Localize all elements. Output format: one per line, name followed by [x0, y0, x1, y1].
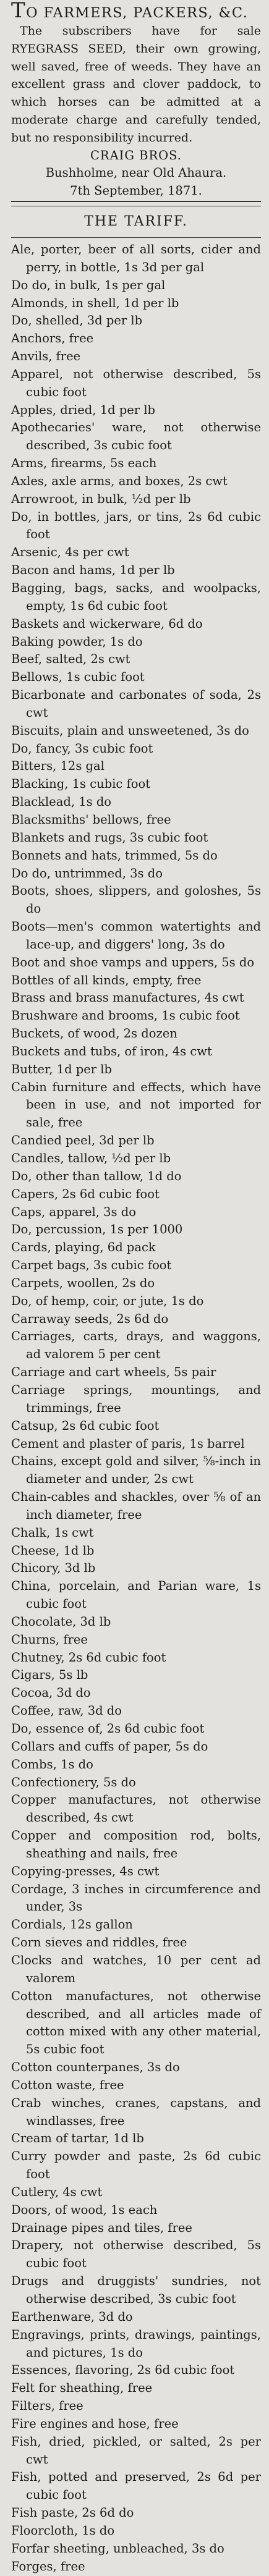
notice-heading — [11, 1, 261, 22]
tariff-item: Fire engines and hose, free — [11, 2416, 179, 2431]
tariff-item: Apothecaries' ware, not otherwise described, 3s cubic foot — [11, 420, 261, 453]
tariff-item: Almonds, in shell, 1d per lb — [11, 295, 179, 310]
tariff-item: Blacklead, 1s do — [11, 795, 112, 809]
tariff-item: Carraway seeds, 2s 6d do — [11, 1311, 169, 1326]
tariff-title: THE TARIFF. — [84, 213, 188, 229]
tariff-item: Boot and shoe vamps and uppers, 5s do — [11, 955, 255, 969]
tariff-item: Essences, flavoring, 2s 6d cubic foot — [11, 2363, 235, 2378]
tariff-item: Copper manufactures, not otherwise described, 4s cwt — [11, 1793, 261, 1825]
tariff-item: Crab winches, cranes, capstans, and windlasses, free — [11, 2095, 261, 2128]
tariff-item: Do, fancy, 3s cubic foot — [11, 741, 153, 756]
tariff-item: Filters, free — [11, 2399, 83, 2413]
tariff-item: Churns, free — [11, 1632, 88, 1647]
tariff-item: Bellows, 1s cubic foot — [11, 670, 145, 685]
tariff-item: Drapery, not otherwise described, 5s cubic foot — [11, 2238, 261, 2271]
tariff-item: Chocolate, 3d lb — [11, 1614, 111, 1629]
tariff-item: Earthenware, 3d do — [11, 2309, 133, 2324]
tariff-item: Chain-cables and shackles, over ⅝ of an inch diameter, free — [11, 1490, 261, 1522]
tariff-item: Cabin furniture and effects, which have been in use, and not imported for sale, free — [11, 1079, 261, 1130]
tariff-item: Doors, of wood, 1s each — [11, 2202, 158, 2217]
tariff-item: Fish, potted and preserved, 2s 6d per cubic foot — [11, 2470, 261, 2502]
notice-divider — [11, 201, 261, 206]
tariff-item: Cheese, 1d lb — [11, 1543, 95, 1558]
tariff-item: Caps, apparel, 3s do — [11, 1204, 136, 1219]
tariff-item: Do, other than tallow, 1d do — [11, 1168, 182, 1183]
tariff-item: Bacon and hams, 1d per lb — [11, 563, 175, 578]
tariff-item: Brushware and brooms, 1s cubic foot — [11, 1008, 240, 1023]
tariff-item: Do do, in bulk, 1s per gal — [11, 277, 166, 292]
tariff-item: Chalk, 1s cwt — [11, 1525, 94, 1540]
tariff-item: Cards, playing, 6d pack — [11, 1240, 156, 1255]
tariff-item: Beef, salted, 2s cwt — [11, 652, 130, 667]
tariff-item: Coffee, raw, 3d do — [11, 1704, 122, 1718]
tariff-item: Cutlery, 4s cwt — [11, 2184, 103, 2199]
tariff-item: Cotton counterpanes, 3s do — [11, 2060, 180, 2075]
tariff-item: Blacking, 1s cubic foot — [11, 777, 151, 792]
tariff-item: Carriage springs, mountings, and trimmings, free — [11, 1382, 261, 1415]
tariff-item: Arms, firearms, 5s each — [11, 456, 157, 471]
tariff-item: Catsup, 2s 6d cubic foot — [11, 1418, 160, 1433]
tariff-item: Blacksmiths' bellows, free — [11, 812, 171, 827]
tariff-item: Cocoa, 3d do — [11, 1686, 91, 1700]
tariff-item: Carriage and cart wheels, 5s pair — [11, 1365, 216, 1380]
tariff-item: Cigars, 5s lb — [11, 1668, 88, 1683]
tariff-item: Forfar sheeting, unbleached, 3s do — [11, 2541, 224, 2556]
tariff-title-rule — [11, 237, 261, 238]
tariff-item: Buckets, of wood, 2s dozen — [11, 1026, 177, 1041]
tariff-item: Drugs and druggists' sundries, not otherwise described, 3s cubic foot — [11, 2274, 261, 2306]
tariff-item: Chutney, 2s 6d cubic foot — [11, 1650, 166, 1665]
tariff-item: China, porcelain, and Parian ware, 1s cubic foot — [11, 1579, 261, 1611]
tariff-item: Carpet bags, 3s cubic foot — [11, 1258, 172, 1273]
tariff-item: Corn sieves and riddles, free — [11, 1935, 187, 1950]
tariff-item: Anvils, free — [11, 349, 81, 364]
tariff-item: Do, essence of, 2s 6d cubic foot — [11, 1721, 205, 1736]
tariff-item: Copper and composition rod, bolts, sheathing and nails, free — [11, 1828, 261, 1860]
tariff-item: Cordage, 3 inches in circumference and under, 3s — [11, 1881, 261, 1914]
tariff-item: Cordials, 12s gallon — [11, 1917, 133, 1932]
tariff-item: Ale, porter, beer of all sorts, cider and perry, in bottle, 1s 3d per gal — [11, 242, 261, 274]
tariff-item: Cotton manufactures, not otherwise described, and all articles made of cotton mixed with any other material, 5s cubic foot — [11, 1988, 261, 2057]
tariff-item: Collars and cuffs of paper, 5s do — [11, 1739, 208, 1754]
tariff-item: Floorcloth, 1s do — [11, 2523, 115, 2538]
tariff-item: Brass and brass manufactures, 4s cwt — [11, 990, 244, 1005]
tariff-item: Clocks and watches, 10 per cent ad valorem — [11, 1953, 261, 1985]
tariff-item: Copying-presses, 4s cwt — [11, 1864, 160, 1878]
tariff-section — [11, 211, 261, 2576]
tariff-item: Baking powder, 1s do — [11, 634, 143, 649]
notice-address: Bushholme, near Old Ahaura. — [45, 166, 227, 180]
tariff-item: Fish paste, 2s 6d do — [11, 2506, 134, 2520]
tariff-item: Bitters, 12s gal — [11, 759, 105, 774]
tariff-item: Arsenic, 4s per cwt — [11, 545, 129, 560]
tariff-item: Confectionery, 5s do — [11, 1775, 136, 1789]
notice-body: The subscribers have for sale RYEGRASS SEED, their own growing, well saved, free of weeds. They have an excellent grass and clover paddock, to which horses can be admitted at a moderate charge and carefully tended, but no responsibility incurred. — [11, 24, 261, 145]
tariff-item: Apples, dried, 1d per lb — [11, 402, 156, 417]
tariff-item: Blankets and rugs, 3s cubic foot — [11, 830, 208, 845]
tariff-item: Boots—men's common watertights and lace-up, and diggers' long, 3s do — [11, 919, 261, 952]
tariff-item: Candles, tallow, ½d per lb — [11, 1151, 171, 1165]
tariff-item: Do, in bottles, jars, or tins, 2s 6d cubic foot — [11, 509, 261, 542]
tariff-item: Boots, shoes, slippers, and goloshes, 5s do — [11, 884, 261, 916]
tariff-item: Bonnets and hats, trimmed, 5s do — [11, 848, 218, 863]
tariff-item: Biscuits, plain and unsweetened, 3s do — [11, 723, 249, 738]
tariff-item: Chicory, 3d lb — [11, 1561, 96, 1576]
tariff-item: Axles, axle arms, and boxes, 2s cwt — [11, 473, 228, 488]
tariff-item: Arrowroot, in bulk, ½d per lb — [11, 491, 191, 506]
tariff-item: Do, shelled, 3d per lb — [11, 313, 143, 328]
tariff-item: Cotton waste, free — [11, 2077, 124, 2092]
notice-heading-rest: O FARMERS, PACKERS, &C. — [26, 5, 249, 21]
tariff-item: Candied peel, 3d per lb — [11, 1133, 155, 1148]
tariff-item: Do, of hemp, coir, or jute, 1s do — [11, 1293, 204, 1308]
tariff-item: Apparel, not otherwise described, 5s cubic foot — [11, 366, 261, 399]
tariff-item: Engravings, prints, drawings, paintings, and pictures, 1s do — [11, 2327, 261, 2360]
tariff-item: Capers, 2s 6d cubic foot — [11, 1186, 160, 1201]
classified-notice — [11, 0, 261, 206]
tariff-item: Fish, dried, pickled, or salted, 2s per cwt — [11, 2434, 261, 2467]
tariff-item: Combs, 1s do — [11, 1757, 93, 1772]
tariff-item: Carpets, woollen, 2s do — [11, 1275, 155, 1290]
tariff-item: Cream of tartar, 1d lb — [11, 2131, 144, 2146]
tariff-item: Forges, free — [11, 2559, 85, 2574]
notice-date: 7th September, 1871. — [70, 184, 202, 198]
tariff-item: Bottles of all kinds, empty, free — [11, 973, 202, 987]
tariff-item: Butter, 1d per lb — [11, 1062, 113, 1076]
notice-heading-initial: T — [11, 0, 27, 23]
tariff-item: Chains, except gold and silver, ⅝-inch in diameter and under, 2s cwt — [11, 1454, 261, 1487]
tariff-list — [11, 241, 261, 2576]
tariff-item: Curry powder and paste, 2s 6d cubic foot — [11, 2149, 261, 2182]
tariff-item: Carriages, carts, drays, and waggons, ad valorem 5 per cent — [11, 1329, 261, 1362]
tariff-item: Bicarbonate and carbonates of soda, 2s cwt — [11, 688, 261, 720]
notice-signature: CRAIG BROS. — [90, 148, 182, 163]
tariff-item: Felt for sheathing, free — [11, 2381, 153, 2396]
tariff-item: Anchors, free — [11, 331, 94, 346]
tariff-item: Bagging, bags, sacks, and woolpacks, empty, 1s 6d cubic foot — [11, 581, 261, 613]
tariff-item: Do, percussion, 1s per 1000 — [11, 1222, 183, 1237]
tariff-item: Buckets and tubs, of iron, 4s cwt — [11, 1044, 212, 1058]
tariff-item: Drainage pipes and tiles, free — [11, 2220, 192, 2235]
tariff-item: Do do, untrimmed, 3s do — [11, 866, 163, 880]
tariff-item: Baskets and wickerware, 6d do — [11, 616, 203, 631]
tariff-item: Cement and plaster of paris, 1s barrel — [11, 1436, 245, 1451]
